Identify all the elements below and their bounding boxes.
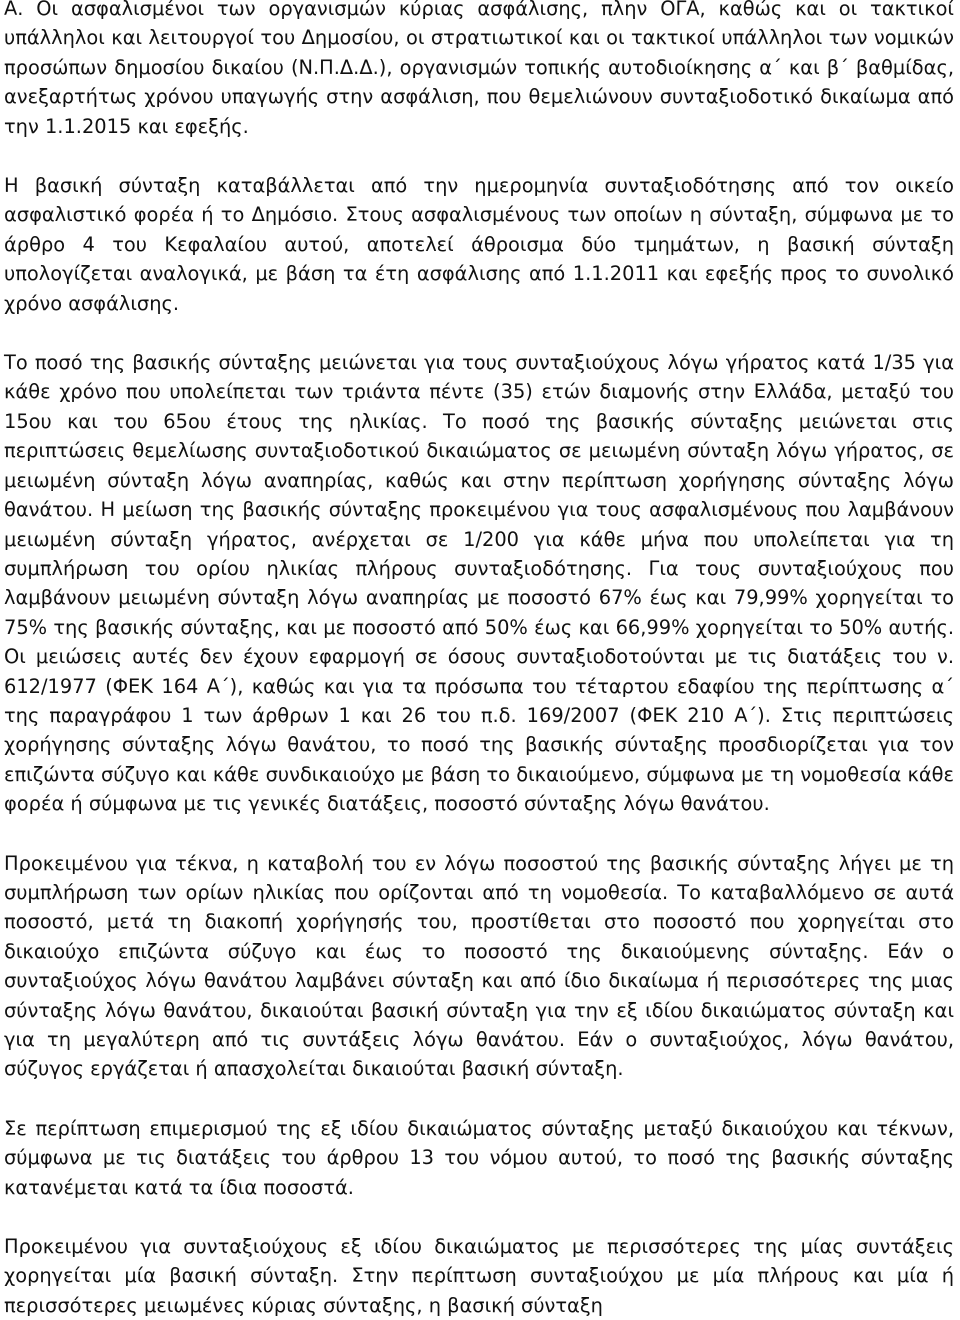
document-page [4, 0, 954, 1317]
paragraph-apportionment: Σε περίπτωση επιμερισμού της εξ ιδίου δικαιώματος σύνταξης μεταξύ δικαιούχου και τέκνων, σύμφωνα με τις διατάξεις του άρθρου 13 του νόμου αυτού, το ποσό της βασικής σύνταξης κατανέμεται κατά τα ίδια ποσοστά. [4, 1116, 954, 1199]
paragraph-multiple-pensions: Προκειμένου για συνταξιούχους εξ ιδίου δικαιώματος με περισσότερες της μίας συντάξεις χορηγείται μία βασική σύνταξη. Στην περίπτωση συνταξιούχου με μία πλήρους και μία ή περισσότερες μειωμένες κύριας σύνταξης, η βασική σύνταξη [4, 1235, 954, 1317]
paragraph-eligibility: Α. Οι ασφαλισμένοι των οργανισμών κύριας ασφάλισης, πλην ΟΓΑ, καθώς και οι τακτικοί υπάλληλοι και λειτουργοί του Δημοσίου, οι στρατιωτικοί και οι τακτικοί υπάλληλοι των νομικών προσώπων δημοσίου δικαίου (Ν.Π.Δ.Δ.), οργανισμών τοπικής αυτοδιοίκησης α΄ και β΄ βαθμίδας, ανεξαρτήτως χρόνου υπαγωγής στην ασφάλιση, που θεμελιώνουν συνταξιοδοτικό δικαίωμα από την 1.1.2015 και εφεξής. [4, 0, 954, 138]
paragraph-payment-start: Η βασική σύνταξη καταβάλλεται από την ημερομηνία συνταξιοδότησης από τον οικείο ασφαλιστικό φορέα ή το Δημόσιο. Στους ασφαλισμένους των οποίων η σύνταξη, σύμφωνα με το άρθρο 4 του Κεφαλαίου αυτού, αποτελεί άθροισμα δύο τμημάτων, η βασική σύνταξη υπολογίζεται αναλογικά, με βάση τα έτη ασφάλισης από 1.1.2011 και εφεξής προς το συνολικό χρόνο ασφάλισης. [4, 174, 954, 315]
paragraph-children: Προκειμένου για τέκνα, η καταβολή του εν λόγω ποσοστού της βασικής σύνταξης λήγει με τη συμπλήρωση των ορίων ηλικίας που ορίζονται από τη νομοθεσία. Το καταβαλλόμενο σε αυτά ποσοστό, μετά τη διακοπή χορήγησής του, προστίθεται στο ποσοστό που χορηγείται στο δικαιούχο επιζώντα σύζυγο και έως το ποσοστό της δικαιούμενης σύνταξης. Εάν ο συνταξιούχος λόγω θανάτου λαμβάνει σύνταξη και από ίδιο δικαίωμα ή περισσότερες της μιας σύνταξης λόγω θανάτου, δικαιούται βασική σύνταξη για την εξ ιδίου δικαιώματος σύνταξη και για τη μεγαλύτερη από τις συντάξεις λόγω θανάτου. Εάν ο συνταξιούχος, λόγω θανάτου, σύζυγος εργάζεται ή απασχολείται δικαιούται βασική σύνταξη. [4, 851, 954, 1081]
paragraph-reductions: Το ποσό της βασικής σύνταξης μειώνεται για τους συνταξιούχους λόγω γήρατος κατά 1/35 για κάθε χρόνο που υπολείπεται των τριάντα πέντε (35) ετών διαμονής στην Ελλάδα, μεταξύ του 15ου και του 65ου έτους της ηλικίας. Το ποσό της βασικής σύνταξης μειώνεται στις περιπτώσεις θεμελίωσης συνταξιοδοτικού δικαιώματος σε μειωμένη σύνταξη λόγω γήρατος, σε μειωμένη σύνταξη λόγω αναπηρίας, καθώς και στην περίπτωση χορήγησης σύνταξης λόγω θανάτου. Η μείωση της βασικής σύνταξης προκειμένου για τους ασφαλισμένους που λαμβάνουν μειωμένη σύνταξη γήρατος, ανέρχεται σε 1/200 για κάθε μήνα που υπολείπεται για τη συμπλήρωση του ορίου ηλικίας πλήρους συνταξιοδότησης. Για τους συνταξιούχους που λαμβάνουν μειωμένη σύνταξη λόγω αναπηρίας με ποσοστό 67% έως και 79,99% χορηγείται το 75% της βασικής σύνταξης, και με ποσοστό από 50% έως και 66,99% χορηγείται το 50% αυτής. Οι μειώσεις αυτές δεν έχουν εφαρμογή σε όσους συνταξιοδοτούνται με τις διατάξεις του ν. 612/1977 (ΦΕΚ 164 Α΄), καθώς και για τα πρόσωπα του τέταρτου εδαφίου της περίπτωσης α΄ της παραγράφου 1 των άρθρων 1 και 26 του π.δ. 169/2007 (ΦΕΚ 210 Α΄). Στις περιπτώσεις χορήγησης σύνταξης λόγω θανάτου, το ποσό της βασικής σύνταξης προσδιορίζεται για τον επιζώντα σύζυγο και κάθε συνδικαιούχο με βάση το δικαιούμενο, σύμφωνα με τη νομοθεσία κάθε φορέα ή σύμφωνα με τις γενικές διατάξεις, ποσοστό σύνταξης λόγω θανάτου. [4, 351, 954, 816]
